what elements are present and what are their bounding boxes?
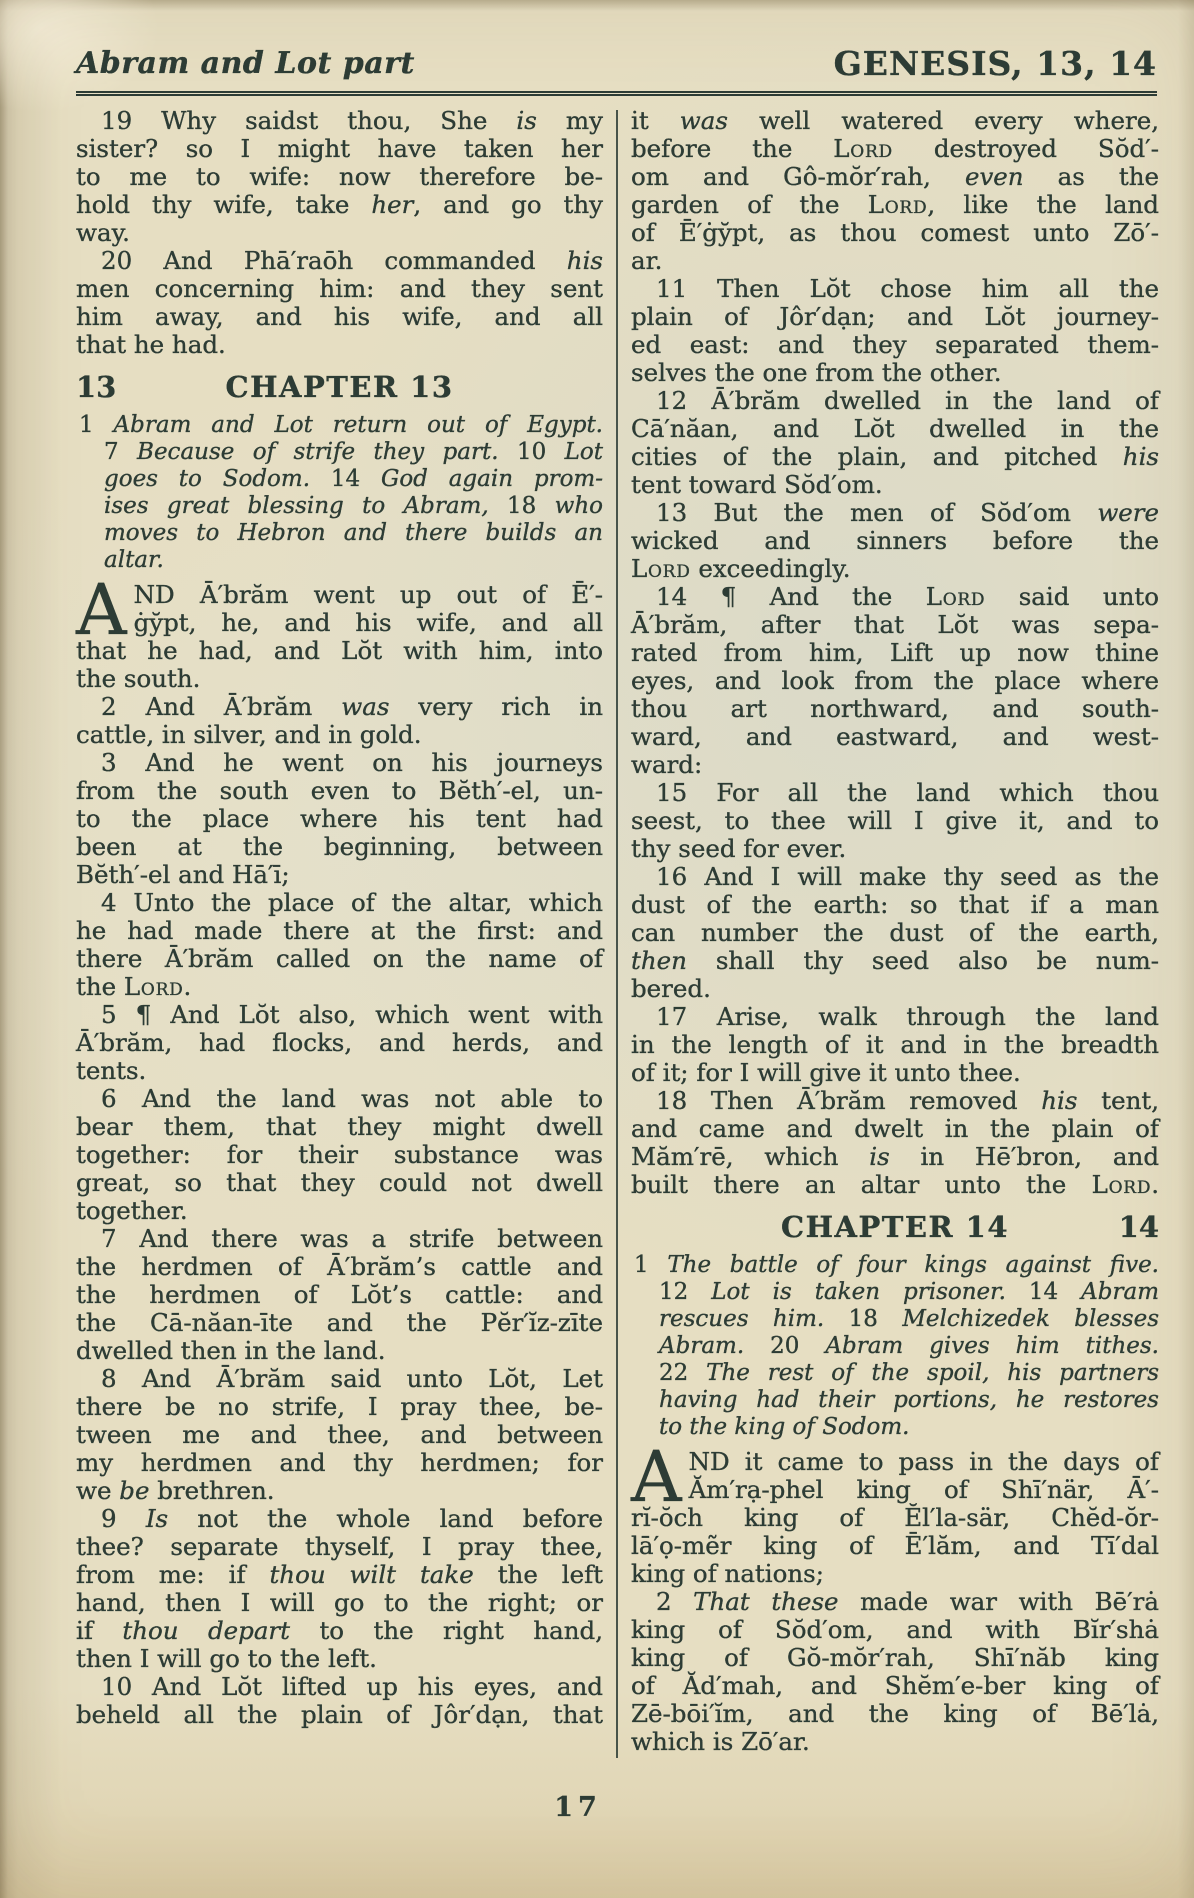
text-line: from the south even to Bĕth′-el, un- (76, 776, 603, 805)
text-line (631, 1387, 1159, 1414)
text-line (631, 1414, 1159, 1441)
text-line: my herdmen and thy herdmen; for (76, 1448, 603, 1477)
text-line: Lord exceedingly. (631, 554, 851, 583)
text-line (76, 520, 603, 547)
text-line: bered. (631, 974, 711, 1003)
italic-text: was (341, 692, 390, 721)
verse (76, 1001, 603, 1085)
text-line: from me: if thou wilt take the left (76, 1560, 604, 1589)
italic-text: God again prom- (380, 466, 604, 492)
running-head-right: GENESIS, 13, 14 (833, 44, 1157, 83)
text-line: built there an altar unto the Lord. (631, 1170, 1159, 1199)
text-line: 1 Abram and Lot return out of Egypt. (79, 412, 603, 438)
text-line: 2 And Ā′brăm was very rich in (101, 692, 603, 721)
text-line: 14 ¶ And the Lord said unto (656, 582, 1159, 611)
italic-text: Lot is taken prisoner. (711, 1279, 1006, 1305)
verse (631, 107, 1159, 275)
text-line: ises great blessing to Abram, 18 who (104, 493, 604, 519)
verse (631, 387, 1159, 499)
text-line: 7 And there was a strife between (101, 1224, 603, 1253)
text-line: king of Sŏd′om, and with Bĭr′shȧ (631, 1615, 1159, 1644)
text-columns (0, 107, 1194, 1758)
text-line: then I will go to the left. (76, 1644, 377, 1673)
text-line: 12 Lot is taken prisoner. 14 Abram (659, 1279, 1160, 1305)
text-line: garden of the Lord, like the land (631, 190, 1159, 219)
text-line: of it; for I will give it unto thee. (631, 1058, 1021, 1087)
chapter-title: CHAPTER 13 (225, 370, 454, 404)
running-header (0, 0, 1194, 82)
text-line: of Ē′ġy̆pt, as thou comest unto Zō′- (631, 218, 1159, 247)
text-line: tween me and thee, and between (76, 1420, 603, 1449)
text-line: thou art northward, and south- (631, 694, 1159, 723)
text-line: ND it came to pass in the days of (688, 1447, 1159, 1476)
italic-text: her (371, 190, 414, 219)
text-line: the herdmen of Ā′brăm’s cattle and (76, 1252, 603, 1281)
text-line: Ăm′rạ-phel king of Shī′när, Ā′- (688, 1475, 1159, 1504)
text-line: rescues him. 18 Melchizedek blesses (659, 1306, 1160, 1332)
text-line: lā′ọ-mẽr king of Ē′lăm, and Tī′dal (631, 1531, 1159, 1560)
italic-text: Abram (1081, 1279, 1160, 1305)
text-line: the Lord. (76, 972, 192, 1001)
chapter-heading (631, 1210, 1159, 1244)
right-column (631, 107, 1159, 1756)
text-line: the herdmen of Lŏt’s cattle: and (76, 1280, 603, 1309)
verse (631, 779, 1159, 863)
verse (631, 583, 1159, 779)
text-line: selves the one from the other. (631, 358, 1002, 387)
verse (631, 275, 1159, 387)
text-line: ward: (631, 750, 703, 779)
text-line: the south. (76, 664, 201, 693)
text-line: if thou depart to the right hand, (76, 1616, 603, 1645)
text-line: goes to Sodom. 14 God again prom- (104, 466, 604, 492)
text-line: Zē-bōi′ĭm, and the king of Bē′lȧ, (631, 1699, 1159, 1728)
verse (631, 1588, 1159, 1756)
verse (631, 499, 1159, 583)
text-line: Ā′brăm, had flocks, and herds, and (76, 1028, 603, 1057)
text-line: of Ăd′mah, and Shĕm′e-ber king of (631, 1671, 1159, 1700)
text-line: been at the beginning, between (76, 832, 603, 861)
text-line: tent toward Sŏd′om. (631, 470, 883, 499)
italic-text: is (516, 106, 537, 135)
text-line: ward, and eastward, and west- (631, 722, 1159, 751)
italic-text: The battle of four kings against five. (667, 1252, 1159, 1278)
italic-text: Lot (564, 439, 604, 465)
text-line: 2 That these made war with Bē′rȧ (656, 1587, 1159, 1616)
text-line: 9 Is not the whole land before (101, 1504, 603, 1533)
text-line: which is Zō′ar. (631, 1727, 810, 1756)
italic-text: thou depart (122, 1616, 290, 1645)
text-line: ND Ā′brăm went up out of Ē′- (133, 580, 603, 609)
verse (76, 569, 603, 693)
italic-text: to the king of Sodom. (659, 1414, 910, 1440)
chapter-number: 13 (76, 370, 117, 404)
verse (76, 693, 603, 749)
verse (76, 1085, 603, 1225)
verse (76, 1673, 603, 1729)
verse (76, 1225, 603, 1365)
text-line: he had made there at the first: and (76, 916, 603, 945)
verse (76, 1365, 603, 1505)
italic-text: even (964, 162, 1024, 191)
italic-text: his (1041, 1086, 1078, 1115)
text-line: 16 And I will make thy seed as the (656, 862, 1159, 891)
text-line: 4 Unto the place of the altar, which (101, 888, 603, 917)
chapter-number: 14 (1118, 1210, 1159, 1244)
text-line: 15 For all the land which thou (656, 778, 1159, 807)
text-line: dust of the earth: so that if a man (631, 890, 1159, 919)
italic-text: Is (145, 1504, 169, 1533)
italic-text: his (566, 246, 603, 275)
left-column (76, 107, 603, 1729)
text-line: cattle, in silver, and in gold. (76, 720, 422, 749)
text-line: hold thy wife, take her, and go thy (76, 190, 603, 219)
italic-text: his (1122, 442, 1159, 471)
text-line: wicked and sinners before the (631, 526, 1159, 555)
text-line: cities of the plain, and pitched his (631, 442, 1159, 471)
italic-text: was (679, 106, 728, 135)
verse (631, 1087, 1159, 1199)
text-line: the Cā-năan-īte and the Pĕr′ĭz-zīte (76, 1308, 603, 1337)
text-line: 11 Then Lŏt chose him all the (656, 274, 1159, 303)
chapter-summary (76, 412, 603, 574)
italic-text: having had their portions, he restores (659, 1387, 1159, 1413)
italic-text: goes to Sodom. (104, 466, 311, 492)
verse (631, 1003, 1159, 1087)
text-line: bear them, that they might dwell (76, 1112, 603, 1141)
text-line: Ā′brăm, after that Lŏt was sepa- (631, 610, 1159, 639)
small-caps-text: Lord (123, 972, 184, 1001)
italic-text: thou wilt take (269, 1560, 474, 1589)
text-line: we be brethren. (76, 1476, 275, 1505)
verse (631, 863, 1159, 1003)
italic-text: That these (693, 1587, 839, 1616)
text-line: beheld all the plain of Jôr′dạn, that (76, 1700, 603, 1729)
page-number: 17 (554, 1792, 602, 1823)
text-line: great, so that they could not dwell (76, 1168, 603, 1197)
text-line: 8 And Ā′brăm said unto Lŏt, Let (101, 1364, 603, 1393)
italic-text: Because of strife they part. (137, 439, 499, 465)
header-rule (76, 91, 1157, 96)
text-line: Cā′năan, and Lŏt dwelled in the (631, 414, 1159, 443)
text-line: eyes, and look from the place where (631, 666, 1159, 695)
italic-text: Abram gives him tithes. (825, 1333, 1159, 1359)
italic-text: moves to Hebron and there builds an (104, 520, 603, 546)
text-line: can number the dust of the earth, (631, 918, 1159, 947)
text-line: then shall thy seed also be num- (631, 946, 1159, 975)
text-line (76, 547, 603, 574)
text-line: Bĕth′-el and Hā′ī; (76, 860, 290, 889)
text-line: it was well watered every where, (631, 106, 1159, 135)
text-line: 6 And the land was not able to (101, 1084, 603, 1113)
small-caps-text: Lord (925, 582, 986, 611)
drop-cap: A (631, 1436, 682, 1518)
text-line: 22 The rest of the spoil, his partners (659, 1360, 1160, 1386)
italic-text: were (1097, 498, 1159, 527)
text-line: thy seed for ever. (631, 834, 847, 863)
text-line: 18 Then Ā′brăm removed his tent, (656, 1086, 1159, 1115)
italic-text: altar. (104, 547, 164, 573)
text-line: Abram. 20 Abram gives him tithes. (659, 1333, 1159, 1359)
verse (76, 247, 603, 359)
italic-text: who (554, 493, 604, 519)
text-line: that he had, and Lŏt with him, into (76, 636, 603, 665)
text-line: that he had. (76, 330, 226, 359)
text-line: 17 Arise, walk through the land (656, 1002, 1159, 1031)
text-line: rĭ-ŏch king of Ĕl′la-sär, Chĕd-ŏr- (631, 1503, 1159, 1532)
text-line: 1 The battle of four kings against five. (634, 1252, 1159, 1278)
text-line: dwelled then in the land. (76, 1336, 386, 1365)
text-line: 3 And he went on his journeys (101, 748, 603, 777)
text-line: sister? so I might have taken her (76, 134, 603, 163)
text-line: and came and dwelt in the plain of (631, 1114, 1159, 1143)
verse (76, 107, 603, 247)
chapter-title: CHAPTER 14 (780, 1210, 1010, 1244)
text-line: in the length of it and in the breadth (631, 1030, 1159, 1059)
text-line: 12 Ā′brăm dwelled in the land of (656, 386, 1159, 415)
verse (76, 749, 603, 889)
text-line: 19 Why saidst thou, She is my (101, 106, 603, 135)
text-line: 10 And Lŏt lifted up his eyes, and (101, 1672, 603, 1701)
text-line: 5 ¶ And Lŏt also, which went with (101, 1000, 603, 1029)
text-line: seest, to thee will I give it, and to (631, 806, 1159, 835)
text-line: there Ā′brăm called on the name of (76, 944, 603, 973)
text-line: tents. (76, 1056, 147, 1085)
text-line: together. (76, 1196, 188, 1225)
text-line: plain of Jôr′dạn; and Lŏt journey- (631, 302, 1159, 331)
text-line: to me to wife: now therefore be- (76, 162, 603, 191)
text-line: ed east: and they separated them- (631, 330, 1159, 359)
italic-text: Abram and Lot return out of Egypt. (113, 412, 603, 438)
italic-text: be (119, 1476, 150, 1505)
text-line: om and Gô-mŏr′rah, even as the (631, 162, 1159, 191)
italic-text: then (631, 946, 687, 975)
small-caps-text: Lord (867, 190, 928, 219)
chapter-summary (631, 1252, 1159, 1441)
text-line: to the place where his tent had (76, 804, 603, 833)
drop-cap: A (76, 569, 127, 651)
small-caps-text: Lord (1091, 1170, 1152, 1199)
verse (76, 1505, 603, 1673)
text-line: together: for their substance was (76, 1140, 603, 1169)
text-line: before the Lord destroyed Sŏd′- (631, 134, 1159, 163)
italic-text: Abram. (659, 1333, 745, 1359)
text-line: there be no strife, I pray thee, be- (76, 1392, 603, 1421)
text-line: king of Gŏ-mŏr′rah, Shī′năb king (631, 1643, 1159, 1672)
italic-text: is (869, 1142, 890, 1171)
verse (76, 889, 603, 1001)
column-divider (616, 110, 618, 1758)
text-line: king of nations; (631, 1559, 824, 1588)
text-line: 13 But the men of Sŏd′om were (656, 498, 1159, 527)
text-line: thee? separate thyself, I pray thee, (76, 1532, 603, 1561)
italic-text: ises great blessing to Abram, (104, 493, 489, 519)
text-line: way. (76, 218, 130, 247)
running-head-left: Abram and Lot part (76, 46, 415, 81)
text-line: Măm′rē, which is in Hē′bron, and (631, 1142, 1159, 1171)
text-line: 20 And Phā′raōh commanded his (101, 246, 603, 275)
text-line: ar. (631, 246, 663, 275)
text-line: 7 Because of strife they part. 10 Lot (104, 439, 604, 465)
italic-text: The rest of the spoil, his partners (706, 1360, 1160, 1386)
chapter-heading (76, 370, 603, 404)
verse (631, 1436, 1159, 1588)
text-line: him away, and his wife, and all (76, 302, 603, 331)
italic-text: rescues him. (659, 1306, 825, 1332)
italic-text: Melchizedek blesses (902, 1306, 1160, 1332)
small-caps-text: Lord (631, 554, 691, 583)
text-line: ġy̆pt, he, and his wife, and all (133, 608, 603, 637)
text-line: men concerning him: and they sent (76, 274, 603, 303)
text-line: hand, then I will go to the right; or (76, 1588, 603, 1617)
text-line: rated from him, Lift up now thine (631, 638, 1159, 667)
small-caps-text: Lord (833, 134, 893, 163)
